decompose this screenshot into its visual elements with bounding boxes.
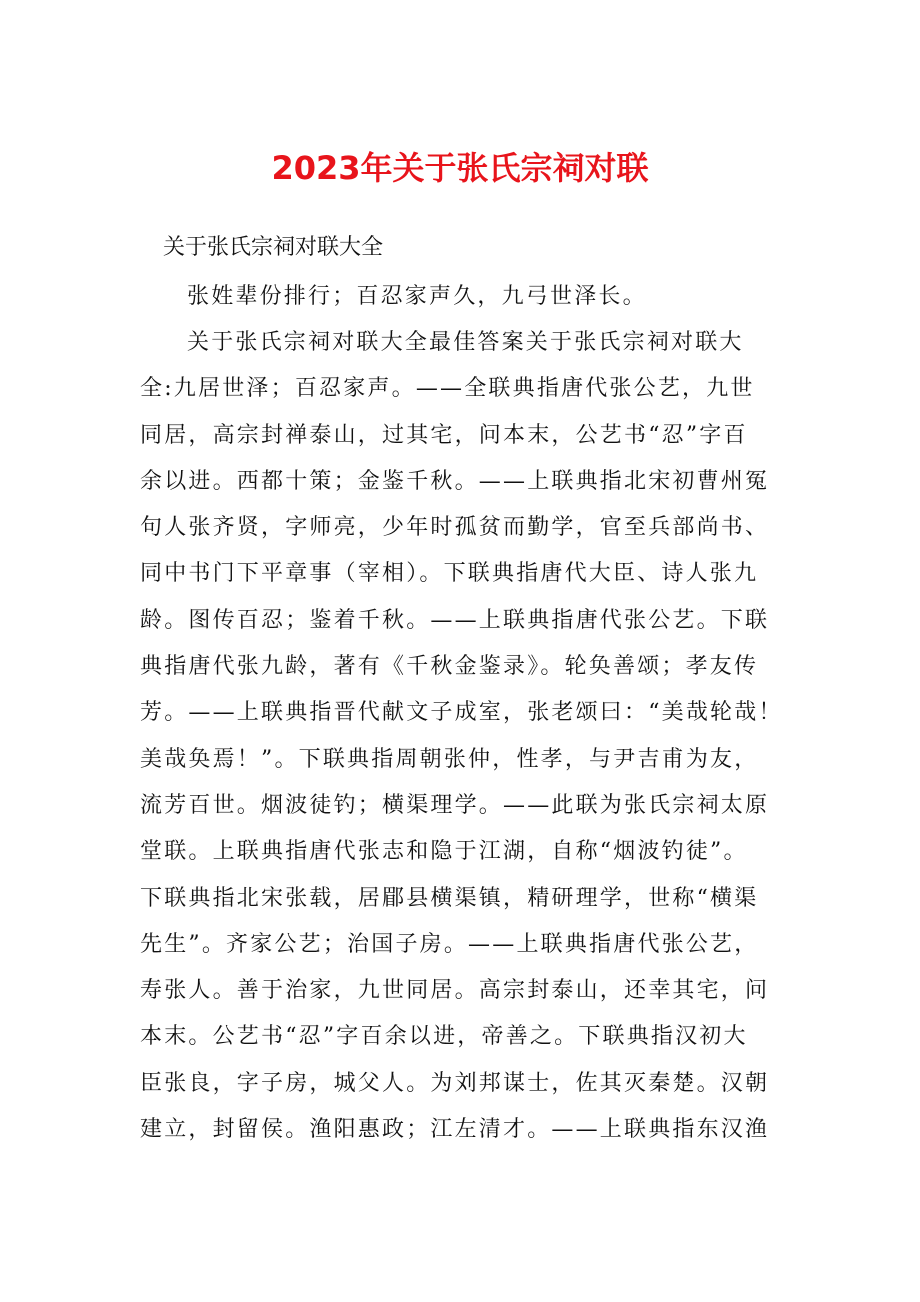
paragraph-line: 张姓辈份排行；百忍家声久，九弓世泽长。 — [187, 284, 647, 309]
paragraph-line: 堂联。上联典指唐代张志和隐于江湖，自称“烟波钓徒”。 — [140, 839, 748, 865]
document-title: 2023年关于张氏宗祠对联 — [271, 149, 649, 187]
paragraph-line: 建立，封留侯。渔阳惠政；江左清才。——上联典指东汉渔 — [140, 1117, 770, 1143]
paragraph-line: 芳。——上联典指晋代献文子成室，张老颂曰：“美哉轮哉！ — [140, 700, 783, 726]
paragraph-line: 龄。图传百忍；鉴着千秋。——上联典指唐代张公艺。下联 — [140, 607, 770, 633]
document-subtitle: 关于张氏宗祠对联大全 — [163, 235, 384, 260]
paragraph-line: 流芳百世。烟波徒钓；横渠理学。——此联为张氏宗祠太原 — [140, 792, 770, 818]
paragraph-line: 同居，高宗封禅泰山，过其宅，问本末，公艺书“忍”字百 — [140, 422, 748, 448]
paragraph-ranking — [140, 274, 647, 320]
paragraph-line: 美哉奂焉！”。下联典指周朝张仲，性孝，与尹吉甫为友， — [140, 746, 759, 772]
paragraph-line: 句人张齐贤，字师亮，少年时孤贫而勤学，官至兵部尚书、 — [140, 515, 770, 541]
paragraph-line: 余以进。西都十策；金鉴千秋。——上联典指北宋初曹州冤 — [140, 468, 770, 494]
paragraph-line: 同中书门下平章事（宰相）。下联典指唐代大臣、诗人张九 — [140, 561, 759, 587]
paragraph-line: 全:九居世泽；百忍家声。——全联典指唐代张公艺，九世 — [140, 376, 755, 402]
paragraph-line: 本末。公艺书“忍”字百余以进，帝善之。下联典指汉初大 — [140, 1024, 748, 1050]
paragraph-line: 典指唐代张九龄，著有《千秋金鉴录》。轮奂善颂；孝友传 — [140, 654, 759, 680]
paragraph-line: 臣张良，字子房，城父人。为刘邦谋士，佐其灭秦楚。汉朝 — [140, 1070, 770, 1096]
paragraph-line: 寿张人。善于治家，九世同居。高宗封泰山，还幸其宅，问 — [140, 978, 770, 1004]
paragraph-line: 先生”。齐家公艺；治国子房。——上联典指唐代张公艺， — [140, 931, 759, 957]
paragraph-line: 下联典指北宋张载，居郿县横渠镇，精研理学，世称“横渠 — [140, 885, 759, 911]
paragraph-line: 关于张氏宗祠对联大全最佳答案关于张氏宗祠对联大 — [187, 330, 744, 355]
paragraph-couplets — [140, 320, 783, 1153]
